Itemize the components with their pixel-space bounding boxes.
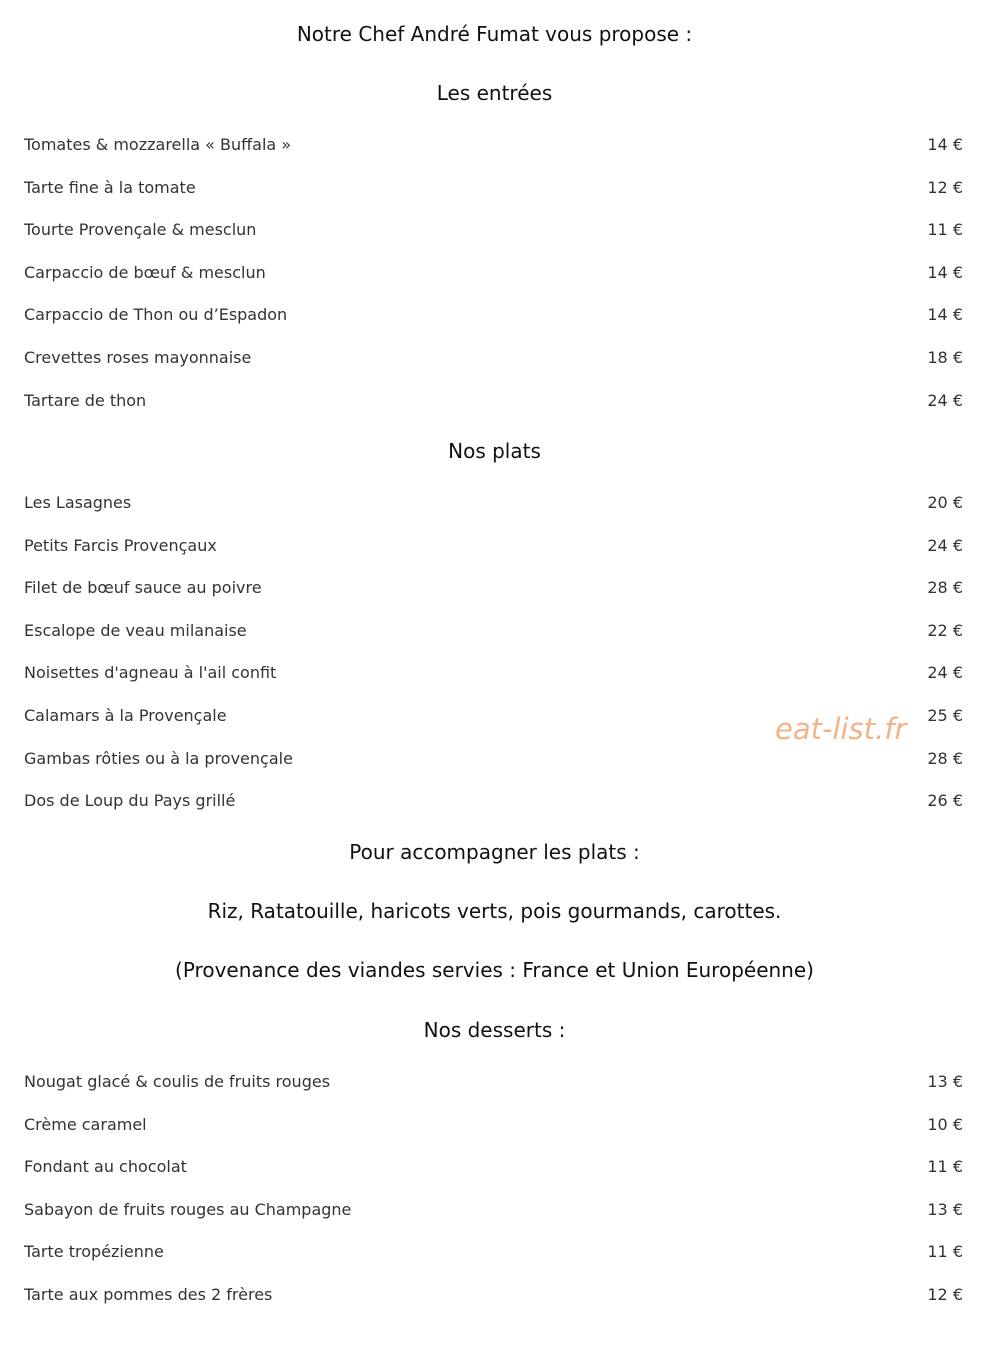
menu-item-name: Carpaccio de bœuf & mesclun — [24, 262, 266, 282]
menu-item-name: Dos de Loup du Pays grillé — [24, 790, 236, 810]
menu-item-row — [24, 175, 963, 199]
menu-item-name: Carpaccio de Thon ou d’Espadon — [24, 304, 288, 324]
menu-item-row — [24, 618, 963, 642]
menu-item-price: 24 € — [927, 390, 963, 410]
watermark-text: eat-list.fr — [775, 712, 907, 746]
menu-item-price: 11 € — [927, 1241, 963, 1261]
menu-item-price: 13 € — [927, 1071, 963, 1091]
menu-item-name: Tarte tropézienne — [24, 1241, 164, 1261]
menu-item-name: Tourte Provençale & mesclun — [24, 219, 257, 239]
menu-item-name: Gambas rôties ou à la provençale — [24, 748, 293, 768]
menu-item-price: 28 € — [927, 748, 963, 768]
accompagnement-heading: Pour accompagner les plats : — [349, 840, 640, 864]
menu-item-name: Tarte aux pommes des 2 frères — [24, 1284, 273, 1304]
menu-item-name: Filet de bœuf sauce au poivre — [24, 577, 262, 597]
entrees-heading: Les entrées — [436, 81, 553, 105]
menu-item-name: Fondant au chocolat — [24, 1156, 187, 1176]
menu-item-price: 11 € — [927, 219, 963, 239]
menu-item-price: 20 € — [927, 492, 963, 512]
menu-item-name: Tarte fine à la tomate — [24, 177, 196, 197]
menu-item-name: Les Lasagnes — [24, 492, 132, 512]
menu-item-row — [24, 302, 963, 326]
menu-item-row — [24, 1112, 963, 1136]
plats-heading: Nos plats — [448, 439, 541, 463]
menu-item-price: 12 € — [927, 1284, 963, 1304]
menu-item-price: 10 € — [927, 1114, 963, 1134]
menu-item-price: 26 € — [927, 790, 963, 810]
menu-item-row — [24, 132, 963, 156]
menu-item-price: 12 € — [927, 177, 963, 197]
menu-item-price: 14 € — [927, 134, 963, 154]
menu-item-row — [24, 1239, 963, 1263]
menu-item-price: 24 € — [927, 662, 963, 682]
menu-item-row — [24, 260, 963, 284]
meat-origin-text: (Provenance des viandes servies : France et Union Européenne) — [175, 958, 814, 982]
sides-text: Riz, Ratatouille, haricots verts, pois gourmands, carottes. — [207, 899, 782, 923]
menu-item-row — [24, 1069, 963, 1093]
menu-item-price: 14 € — [927, 262, 963, 282]
desserts-heading: Nos desserts : — [423, 1018, 566, 1042]
menu-item-row — [24, 490, 963, 514]
menu-item-row — [24, 1282, 963, 1306]
menu-item-name: Sabayon de fruits rouges au Champagne — [24, 1199, 352, 1219]
menu-item-price: 11 € — [927, 1156, 963, 1176]
menu-item-name: Noisettes d'agneau à l'ail confit — [24, 662, 277, 682]
menu-item-row — [24, 746, 963, 770]
menu-item-name: Nougat glacé & coulis de fruits rouges — [24, 1071, 331, 1091]
menu-item-name: Petits Farcis Provençaux — [24, 535, 217, 555]
menu-item-price: 13 € — [927, 1199, 963, 1219]
menu-item-price: 14 € — [927, 304, 963, 324]
menu-item-row — [24, 660, 963, 684]
menu-item-name: Escalope de veau milanaise — [24, 620, 247, 640]
menu-item-name: Calamars à la Provençale — [24, 705, 227, 725]
menu-item-name: Tartare de thon — [24, 390, 147, 410]
menu-item-name: Crevettes roses mayonnaise — [24, 347, 252, 367]
menu-item-row — [24, 788, 963, 812]
menu-item-price: 28 € — [927, 577, 963, 597]
menu-item-row — [24, 1154, 963, 1178]
menu-item-name: Crème caramel — [24, 1114, 147, 1134]
menu-item-name: Tomates & mozzarella « Buffala » — [24, 134, 292, 154]
menu-item-price: 24 € — [927, 535, 963, 555]
menu-item-row — [24, 1197, 963, 1221]
menu-item-row — [24, 388, 963, 412]
menu-item-row — [24, 533, 963, 557]
menu-item-row — [24, 217, 963, 241]
menu-item-row — [24, 345, 963, 369]
menu-intro-heading: Notre Chef André Fumat vous propose : — [296, 22, 693, 46]
menu-item-price: 22 € — [927, 620, 963, 640]
menu-item-price: 18 € — [927, 347, 963, 367]
menu-item-price: 25 € — [927, 705, 963, 725]
menu-item-row — [24, 575, 963, 599]
